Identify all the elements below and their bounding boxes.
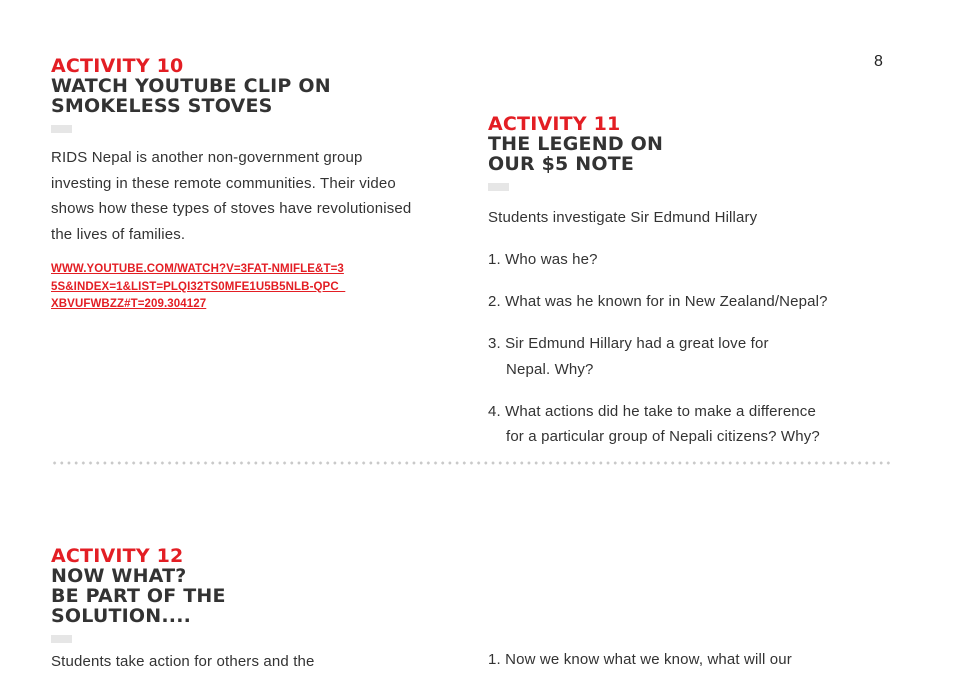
section-divider-bar xyxy=(488,183,509,191)
question-text: 4. What actions did he take to make a difference xyxy=(488,402,816,420)
activity-11-title-line-1: THE LEGEND ON xyxy=(488,133,664,155)
activity-12 xyxy=(51,547,461,643)
activity-11-title-line-2: OUR $5 NOTE xyxy=(488,153,635,175)
youtube-link[interactable] xyxy=(51,261,461,314)
activity-10 xyxy=(51,57,461,314)
question-text: 3. Sir Edmund Hillary had a great love for xyxy=(488,335,769,352)
page-number: 8 xyxy=(874,53,884,70)
activity-10-title-line-2: SMOKELESS STOVES xyxy=(51,95,273,117)
activity-10-body xyxy=(51,145,461,247)
activity-12-title-line-3: SOLUTION.... xyxy=(51,605,192,627)
activity-11 xyxy=(488,115,888,450)
question-item xyxy=(488,289,888,315)
question-item xyxy=(488,247,888,273)
body-line: RIDS Nepal is another non-government group xyxy=(51,149,363,166)
activity-12-title-line-1: NOW WHAT? xyxy=(51,565,187,587)
activity-12-title-line-2: BE PART OF THE xyxy=(51,585,226,607)
body-line: shows how these types of stoves have revolutionised xyxy=(51,200,412,217)
activity-12-body-cut: Students take action for others and the xyxy=(51,653,315,670)
youtube-link-line-3[interactable]: XBVUFWBZZ#T=209.304127 xyxy=(51,298,207,310)
section-divider-bar xyxy=(51,125,72,133)
question-text-continued: Nepal. Why? xyxy=(506,360,594,378)
activity-11-intro: Students investigate Sir Edmund Hillary xyxy=(488,209,758,226)
body-line: investing in these remote communities. Their video xyxy=(51,174,396,192)
activity-11-label: ACTIVITY 11 xyxy=(488,113,621,135)
question-text: 2. What was he known for in New Zealand/Nepal? xyxy=(488,293,828,310)
question-list xyxy=(488,247,888,450)
activity-10-label: ACTIVITY 10 xyxy=(51,55,184,77)
activity-12-label: ACTIVITY 12 xyxy=(51,545,184,567)
question-text-continued: for a particular group of Nepali citizens? Why? xyxy=(506,428,820,445)
activity-10-title-line-1: WATCH YOUTUBE CLIP ON xyxy=(51,75,331,97)
question-text: 1. Who was he? xyxy=(488,251,598,268)
youtube-link-line-1[interactable]: WWW.YOUTUBE.COM/WATCH?V=3FAT-NMIFLE&T=3 xyxy=(51,263,344,275)
dotted-separator xyxy=(51,461,891,465)
section-divider-bar xyxy=(51,635,72,643)
activity-12-question-cut: 1. Now we know what we know, what will our xyxy=(488,651,792,668)
youtube-link-line-2[interactable]: 5S&INDEX=1&LIST=PLQI32TS0MFE1U5B5NLB-QPC_ xyxy=(51,280,346,293)
body-line: the lives of families. xyxy=(51,225,186,243)
question-item xyxy=(488,331,888,382)
question-item xyxy=(488,399,888,450)
